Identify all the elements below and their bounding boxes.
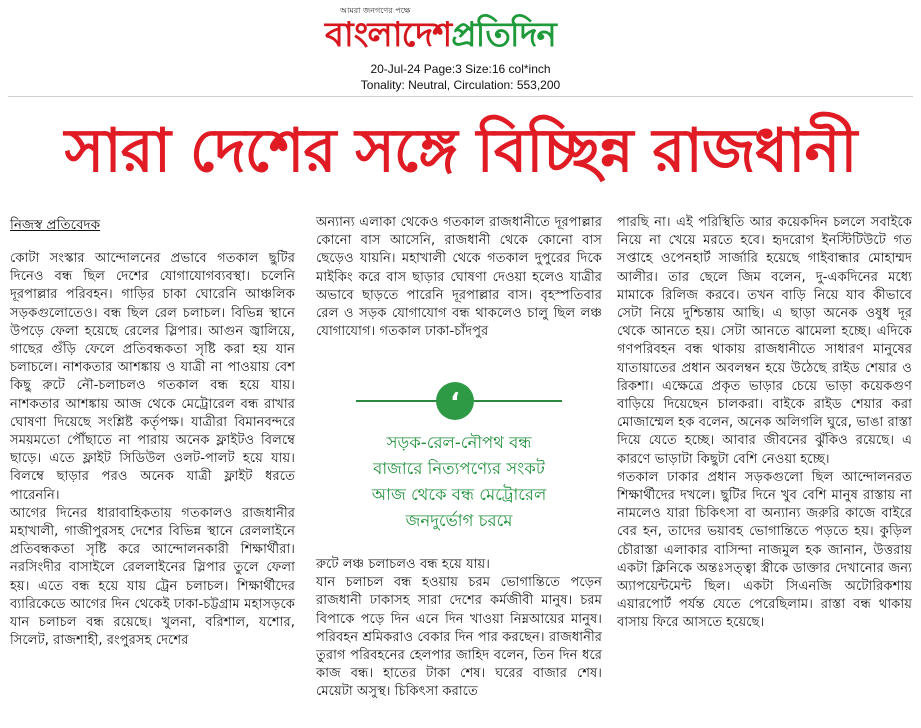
pull-quote-text [316,430,602,534]
quote-icon: ‘ [436,382,474,420]
article-headline: সারা দেশের সঙ্গে বিচ্ছিন্ন রাজধানী [64,116,857,186]
pull-quote-rule-right [474,400,562,402]
paragraph: আগের দিনের ধারাবাহিকতায় গতকালও রাজধানীর মহাখালী, গাজীপুরসহ দেশের বিভিন্ন স্থানে রেললাইনে প্রতিবন্ধকতা সৃষ্টি করে আন্দোলনকারী শিক্ষার্থীরা। নরসিংদীর বাসাইলে রেললাইনের স্লিপার তুলে ফেলা হয়। এতে বন্ধ হয়ে যায় ট্রেন চলাচল। শিক্ষার্থীদের ব্যারিকেডে আগের দিন থেকেই ঢাকা-চট্টগ্রাম মহাসড়কে যান চলাচল বন্ধ রয়েছে। খুলনা, বরিশাল, যশোর, সিলেট, রাজশাহী, রংপুরসহ দেশের [10,505,295,649]
byline: নিজস্ব প্রতিবেদক [10,217,101,233]
pull-quote-line: আজ থেকে বন্ধ মেট্রোরেল [371,485,547,504]
pull-quote-rule-left [356,400,444,402]
article-column-2-top [316,214,602,341]
paragraph: গতকাল ঢাকার প্রধান সড়কগুলো ছিল আন্দোলনরত শিক্ষার্থীদের দখলে। ছুটির দিনে খুব বেশি মানুষ রাস্তায় না নামলেও যারা চিকিৎসা বা অন্যান্য জরুরি কাজে বাইরে বের হন, তাদের ভয়াবহ ভোগান্তিতে পড়তে হয়। কুড়িল চৌরাস্তা এলাকার বাসিন্দা নাজমুল হক জানান, উত্তরায় একটা ক্লিনিকে অন্তঃসত্ত্বা স্ত্রীকে ডাক্তার দেখানোর জন্য অ্যাপয়েন্টমেন্ট ছিল। একটা সিএনজি অটোরিকশায় এয়ারপোর্ট পর্যন্ত যেতে পেরেছিলাম। রাস্তা বন্ধ থাকায় বাসায় ফিরে আসতে হয়েছে। [617,469,912,631]
logo-part-green: প্রতিদিন [451,15,556,55]
pull-quote [316,380,602,540]
article-column-2-bottom [316,556,602,702]
paragraph: রুটে লঞ্চ চলাচলও বন্ধ হয়ে যায়। [316,557,491,572]
pull-quote-line: জনদুর্ভোগ চরমে [405,511,513,530]
newspaper-logo [325,12,625,58]
masthead-tagline: আমরা জনগণের পক্ষে [340,6,411,15]
article-column-3 [617,214,912,633]
clipping-meta-date: 20-Jul-24 Page:3 Size:16 col*inch [370,62,551,76]
paragraph: অন্যান্য এলাকা থেকেও গতকাল রাজধানীতে দূরপাল্লার কোনো বাস আসেনি, রাজধানী থেকে কোনো বাস ছেড়েও যায়নি। মহাখালী থেকে গতকাল দুপুরের দিকে মাইকিং করে বাস ছাড়ার ঘোষণা দেওয়া হলেও যাত্রীর অভাবে ছাড়তে পারেনি দূরপাল্লার বাস। বৃহস্পতিবার রেল ও সড়ক যোগাযোগ বন্ধ থাকলেও চালু ছিল লঞ্চ যোগাযোগ। গতকাল ঢাকা-চাঁদপুর [316,215,602,340]
logo-part-red: বাংলাদেশ [325,15,452,55]
pull-quote-line: বাজারে নিত্যপণ্যের সংকট [373,459,545,478]
article-column-1 [10,250,295,650]
clipping-meta-tonality: Tonality: Neutral, Circulation: 553,200 [360,78,561,92]
paragraph: কোটা সংস্কার আন্দোলনের প্রভাবে গতকাল ছুটির দিনেও বন্ধ ছিল দেশের যোগাযোগব্যবস্থা। চলেনি দূরপাল্লার পরিবহন। গাড়ির চাকা ঘোরেনি আঞ্চলিক সড়কগুলোতেও। বন্ধ ছিল রেল চলাচল। বিভিন্ন স্থানে উপড়ে ফেলা হয়েছে রেলের স্লিপার। আগুন জ্বালিয়ে, গাছের গুঁড়ি ফেলে প্রতিবন্ধকতা সৃষ্টি করা হয় যান চলাচলে। নাশকতার আশঙ্কায় ও যাত্রী না পাওয়ায় বেশ কিছু রুটে নৌ-চলাচলও গতকাল বন্ধ হয়ে যায়। নাশকতার আশঙ্কায় আজ থেকে মেট্রোরেল বন্ধ রাখার ঘোষণা দিয়েছে সংশ্লিষ্ট কর্তৃপক্ষ। যাত্রীরা বিমানবন্দরে সময়মতো পৌঁছাতে না পারায় অনেক ফ্লাইটও বিলম্বে ছাড়ে। এতে ফ্লাইট সিডিউল ওলট-পালট হয়ে যায়। বিলম্বে ছাড়ার পরও অনেক যাত্রী ফ্লাইট ধরতে পারেননি। [10,251,295,503]
paragraph: পারছি না। এই পরিস্থিতি আর কয়েকদিন চললে সবাইকে নিয়ে না খেয়ে মরতে হবে। হৃদরোগ ইনস্টিটিউটে গত সপ্তাহে ওপেনহার্ট সার্জারি হয়েছে গাইবান্ধার মোহাম্মদ আলীর। তার ছেলে জিম বলেন, দু-একদিনের মধ্যে মামাকে রিলিজ করবে। তখন বাড়ি নিয়ে যাব কীভাবে সেটা নিয়ে দুশ্চিন্তায় আছি। এ ছাড়া অনেক ওষুধ দূর থেকে আনতে হয়। সেটা আনতে ঝামেলা হচ্ছে। এদিকে গণপরিবহন বন্ধ থাকায় রাজধানীতে সাধারণ মানুষের যাতায়াতের প্রধান অবলম্বন হয়ে উঠেছে রাইড শেয়ার ও রিকশা। এক্ষেত্রে প্রকৃত ভাড়ার চেয়ে ভাড়া কয়েকগুণ বাড়িয়ে দিয়েছেন চালকরা। বাইকে রাইড শেয়ার করা মোজাম্মেল হক বলেন, অনেক অলিগলি ঘুরে, ভাঙা রাস্তা দিয়ে যেতে হচ্ছে। আবার জীবনের ঝুঁকিও রয়েছে। এ কারণে ভাড়াটা কিছুটা বেশি নেওয়া হচ্ছে। [617,215,912,467]
divider [8,96,913,97]
masthead [0,0,921,96]
paragraph: যান চলাচল বন্ধ হওয়ায় চরম ভোগান্তিতে পড়েন রাজধানী ঢাকাসহ সারা দেশের কর্মজীবী মানুষ। চরম বিপাকে পড়ে দিন এনে দিন খাওয়া নিম্নআয়ের মানুষ। পরিবহন শ্রমিকরাও বেকার দিন পার করছেন। রাজধানীর তুরাগ পরিবহনের হেলপার জাহিদ বলেন, তিন দিন ধরে কাজ বন্ধ। হাতের টাকা শেষ। ঘরের বাজার শেষ। মেয়েটা অসুস্থ। চিকিৎসা করাতে [316,575,602,700]
pull-quote-line: সড়ক-রেল-নৌপথ বন্ধ [386,433,532,452]
